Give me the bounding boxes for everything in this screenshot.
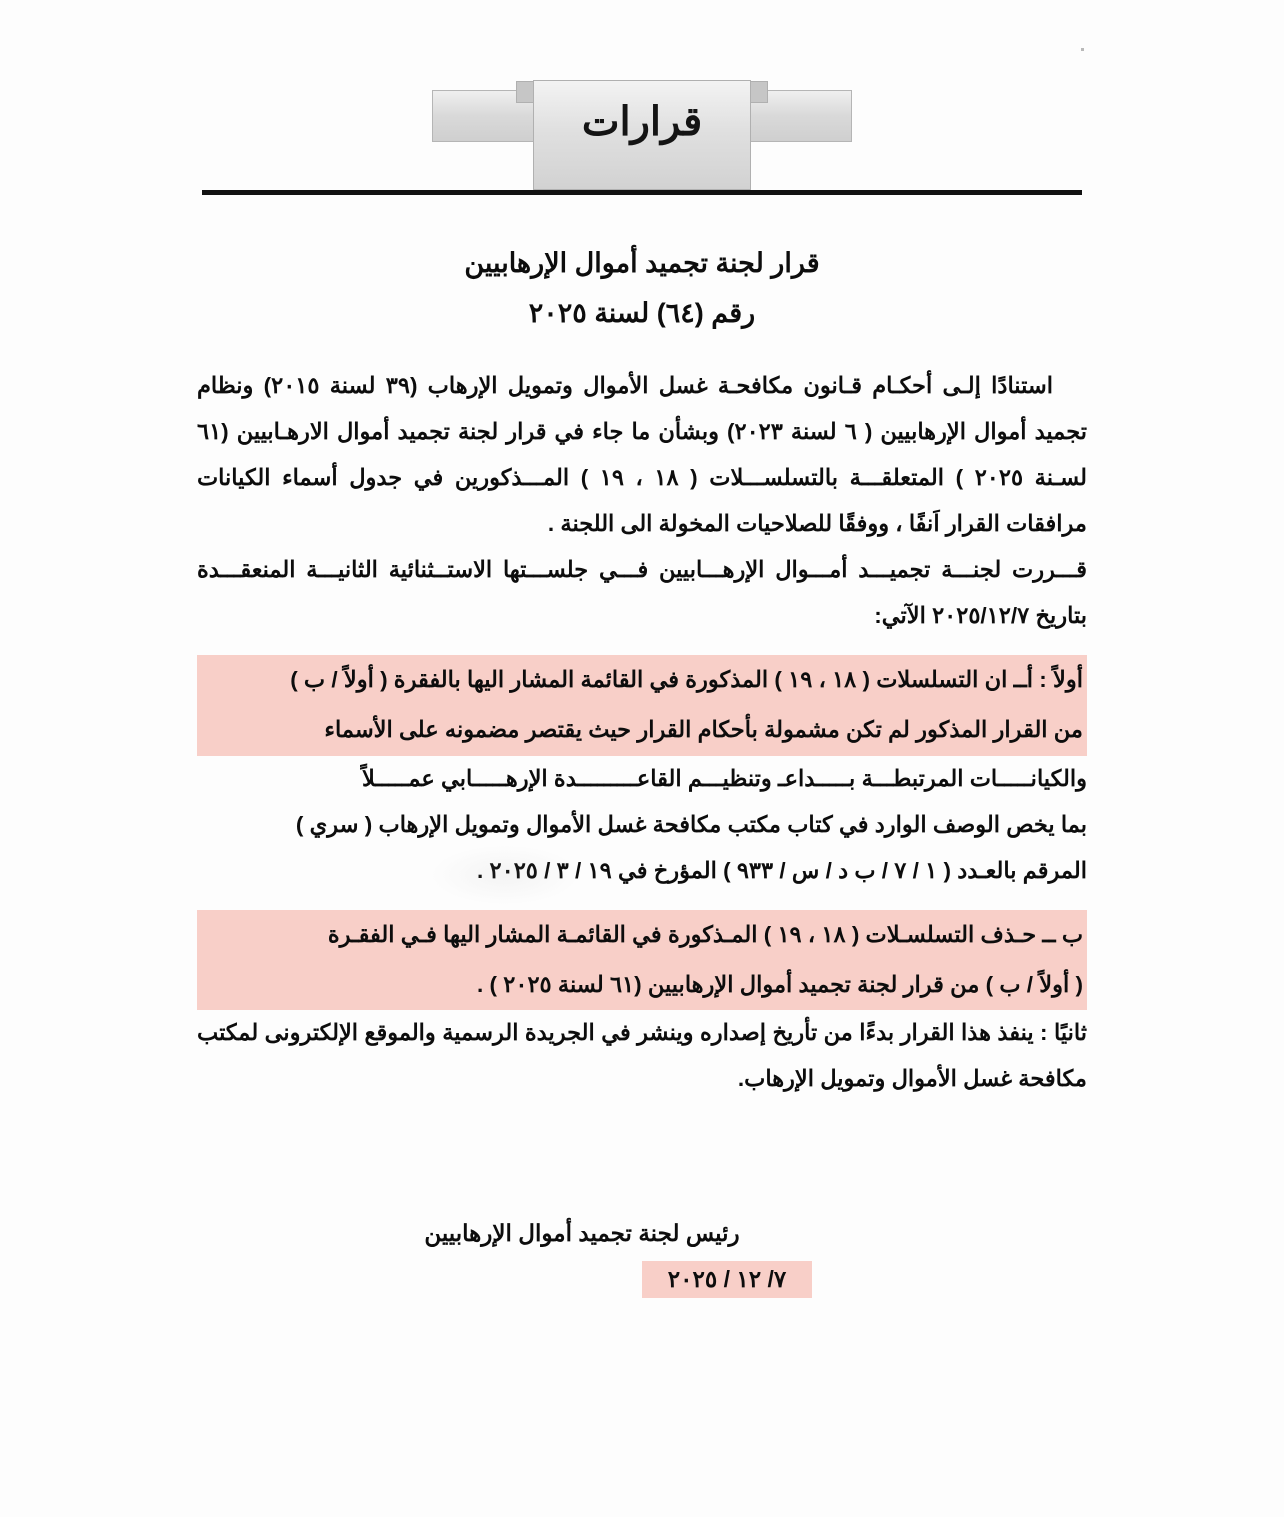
signature-date: ٧/ ١٢ / ٢٠٢٥ <box>642 1261 812 1298</box>
document-body <box>197 363 1087 1103</box>
clause-one-b-highlight-line-2: ( أولاً / ب ) من قرار لجنة تجميد أموال الإرهابيين (٦١ لسنة ٢٠٢٥ ) . <box>197 960 1087 1010</box>
document-header <box>0 243 1284 329</box>
preamble-paragraph-1: استنادًا إلـى أحكـام قـانون مكافحـة غسل الأموال وتمويل الإرهاب (٣٩ لسنة ٢٠١٥) ونظام تجميد أموال الإرهابيين ( ٦ لسنة ٢٠٢٣) وبشأن ما جاء في قرار لجنة تجميد أموال الارهـابيين (٦١ لسـنة ٢٠٢٥ ) المتعلقـــة بالتسلســـلات ( ١٨ ، ١٩ ) المـــذكورين في جدول أسماء الكيانات مرافقات القرار اَنفًا ، ووفقًا للصلاحيات المخولة الى اللجنة . <box>197 372 1088 536</box>
decision-number: رقم (٦٤) لسنة ٢٠٢٥ <box>528 297 756 328</box>
signature-block <box>197 1220 1087 1298</box>
ribbon-center-plate <box>533 80 751 190</box>
clause-one-b-highlight-line-1: ب ــ حـذف التسلسـلات ( ١٨ ، ١٩ ) المـذكورة في القائمـة المشار اليها فـي الفقـرة <box>197 910 1087 960</box>
banner-title: قرارات <box>581 100 703 144</box>
signature-name: رئيس لجنة تجميد أموال الإرهابيين <box>424 1220 740 1247</box>
clause-one <box>197 655 1087 894</box>
page-title: قرار لجنة تجميد أموال الإرهابيين <box>464 248 820 278</box>
ribbon-graphic <box>432 80 852 150</box>
banner-area <box>0 0 1284 144</box>
clause-one-line-4: بما يخص الوصف الوارد في كتاب مكتب مكافحة غسل الأموال وتمويل الإرهاب ( سري ) <box>295 811 1087 837</box>
clause-one-line-5: المرقم بالعـدد ( ١ / ٧ / ب د / س / ٩٣٣ ) المؤرخ في ١٩ / ٣ / ٢٠٢٥ . <box>477 857 1087 883</box>
ribbon-notch-right-icon <box>750 81 768 103</box>
header-divider <box>202 190 1082 195</box>
clause-one-highlight-line-2: من القرار المذكور لم تكن مشمولة بأحكام القرار حيث يقتصر مضمونه على الأسماء <box>197 705 1087 755</box>
clause-one-b <box>197 910 1087 1010</box>
clause-one-highlight-line-1: أولاً : أــ ان التسلسلات ( ١٨ ، ١٩ ) المذكورة في القائمة المشار اليها بالفقرة ( أولاً / ب ) <box>197 655 1087 705</box>
preamble-paragraph-2: قـــررت لجنـــة تجميـــد أمـــوال الإرهـــابيين فـــي جلســـتها الاستــثنائية الثانيـــة المنعقـــدة بتاريخ ٢٠٢٥/١٢/٧ الآتي: <box>197 557 1087 629</box>
ribbon-notch-left-icon <box>516 81 534 103</box>
clause-one-line-3: والكيانـــــات المرتبطـــة بـــــداعـ وتنظيـــم القاعـــــــــدة الإرهـــــابي عمـــــلاً <box>361 765 1087 791</box>
clause-two: ثانيًا : ينفذ هذا القرار بدءًا من تأريخ إصداره وينشر في الجريدة الرسمية والموقع الإلكترونى لمكتب مكافحة غسل الأموال وتمويل الإرهاب. <box>197 1020 1087 1092</box>
